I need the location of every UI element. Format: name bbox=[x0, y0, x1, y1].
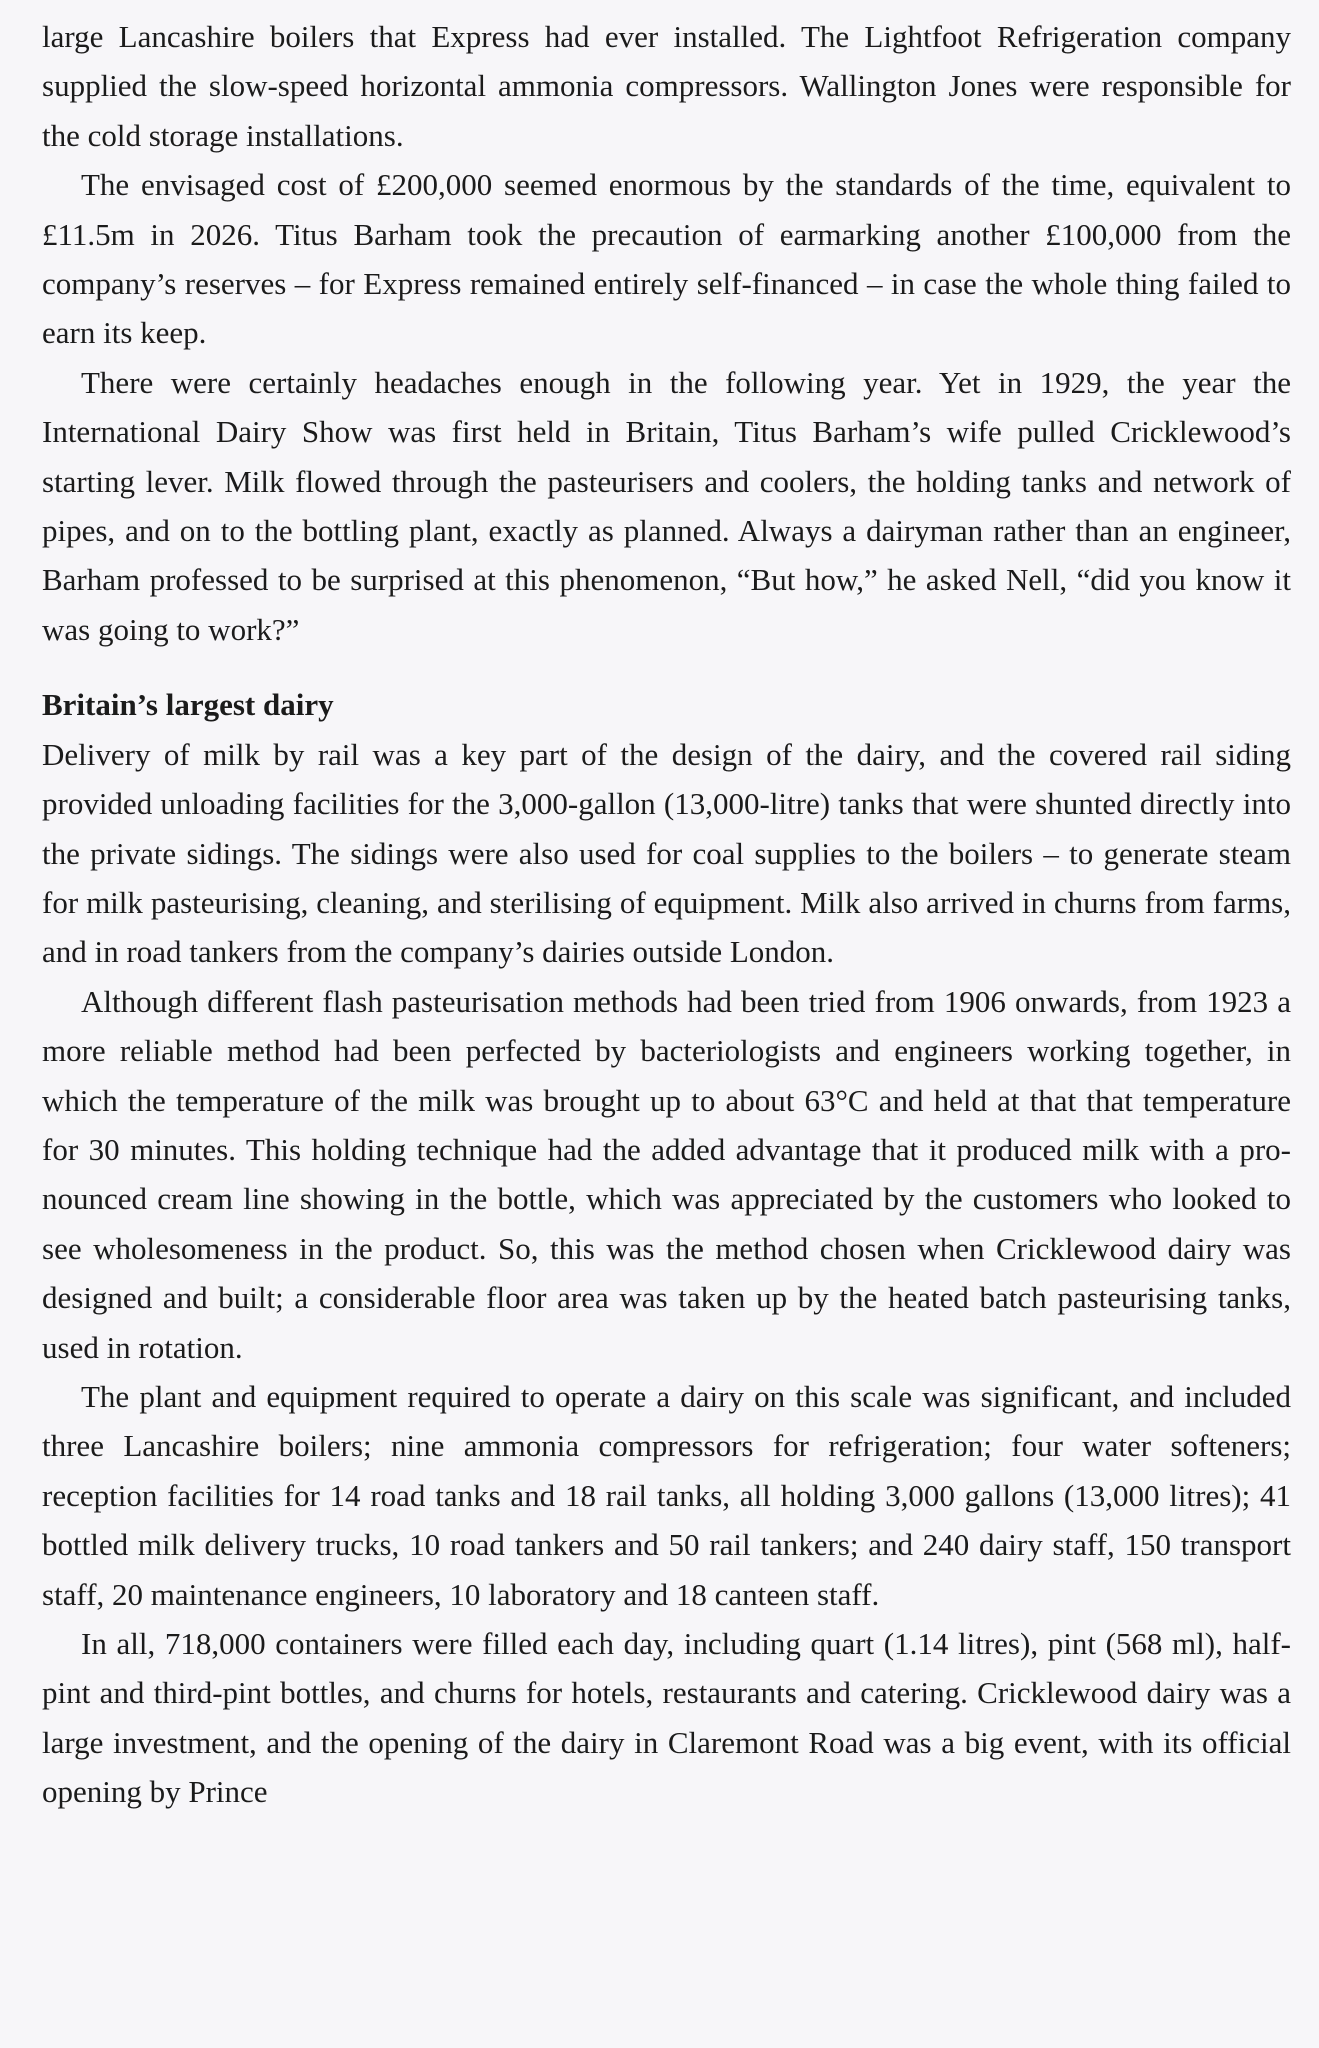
section-heading: Britain’s largest dairy bbox=[42, 687, 334, 723]
paragraph-pasteurisation: Although different flash pasteurisation methods had been tried from 1906 onwards, from 1923 a more reliable method had been perfected by bacteriologists and engineers working together, in which the temperature of the milk was brought up to about 63°C and held at that that temperature for 30 minutes. This holding technique had the added advantage that it produced milk with a pronounced cream line showing in the bottle, which was appreciated by the customers who looked to see wholesomeness in the product. So, this was the method chosen when Cricklewood dairy was designed and built; a considerable floor area was taken up by the heated batch pasteurising tanks, used in rotation. bbox=[42, 983, 1291, 1365]
paragraph-starting-lever: There were certainly headaches enough in the following year. Yet in 1929, the year the International Dairy Show was first held in Britain, Titus Barham’s wife pulled Cricklewood’s starting lever. Milk flowed through the pasteurisers and coolers, the holding tanks and network of pipes, and on to the bottling plant, exactly as planned. Always a dairyman rather than an engineer, Barham professed to be surprised at this phenomenon, “But how,” he asked Nell, “did you know it was going to work?” bbox=[42, 364, 1291, 647]
paragraph-cost: The envisaged cost of £200,000 seemed enormous by the standards of the time, equivalent to £11.5m in 2026. Titus Barham took the precaution of earmarking another £100,000 from the company’s reserves – for Express remained entirely self-financed – in case the whole thing failed to earn its keep. bbox=[42, 167, 1291, 351]
paragraph-plant-equipment: The plant and equipment required to operate a dairy on this scale was significant, and included three Lancashire boilers; nine ammonia compressors for refrigeration; four water softeners; reception facilities for 14 road tanks and 18 rail tanks, all holding 3,000 gallons (13,000 litres); 41 bottled milk delivery trucks, 10 road tankers and 50 rail tankers; and 240 dairy staff, 150 transport staff, 20 maintenance engineers, 10 laboratory and 18 canteen staff. bbox=[42, 1378, 1291, 1612]
paragraph-boilers: large Lancashire boilers that Express had ever installed. The Lightfoot Refrigeration company supplied the slow-speed horizontal ammonia compressors. Wallington Jones were responsible for the cold storage installations. bbox=[42, 19, 1291, 153]
paragraph-rail-delivery: Delivery of milk by rail was a key part of the design of the dairy, and the covered rail siding provided unloading facilities for the 3,000-gallon (13,000-litre) tanks that were shunted directly into the private sidings. The sidings were also used for coal supplies to the boilers – to generate steam for milk pasteurising, cleaning, and sterilising of equipment. Milk also arrived in churns from farms, and in road tankers from the company’s dairies outside London. bbox=[42, 736, 1291, 970]
paragraph-containers: In all, 718,000 containers were filled each day, including quart (1.14 litres), pint (568 ml), half-pint and third-pint bottles, and churns for hotels, restaurants and catering. Cricklewood dairy was a large investment, and the opening of the dairy in Claremont Road was a big event, with its official opening by Prince bbox=[42, 1626, 1291, 1810]
